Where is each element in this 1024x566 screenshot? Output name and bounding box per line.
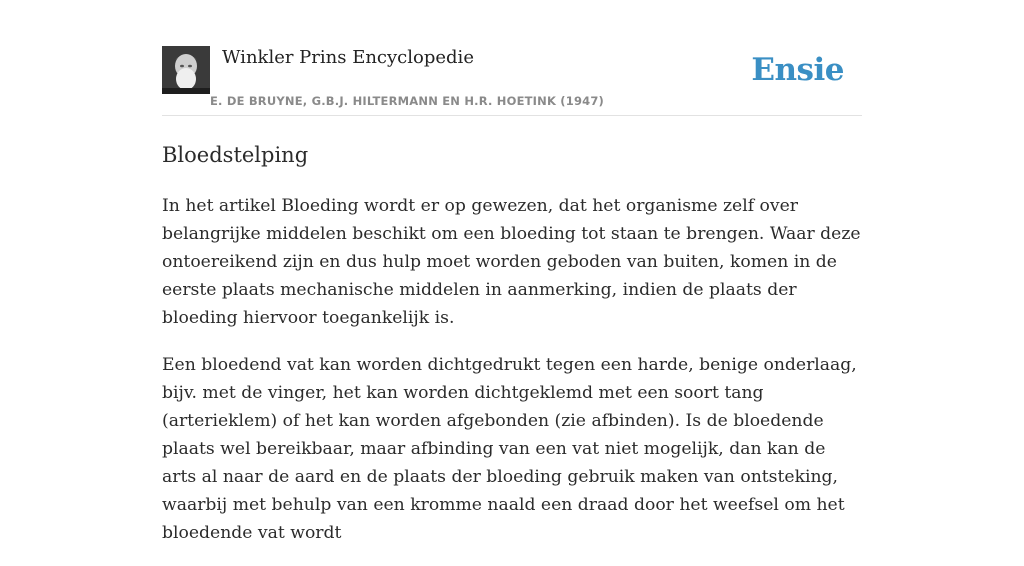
authors-line: E. DE BRUYNE, G.B.J. HILTERMANN EN H.R. HOETINK (1947)	[210, 94, 605, 108]
article-paragraph: In het artikel Bloeding wordt er op gewezen, dat het organisme zelf over belangrijke middelen beschikt om een bloeding tot staan te brengen. Waar deze ontoereikend zijn en dus hulp moet worden geboden van buiten, komen in de eerste plaats mechanische middelen in aanmerking, indien de plaats der bloeding hiervoor toegankelijk is.	[162, 196, 861, 328]
author-portrait-icon	[162, 46, 210, 94]
article-body	[162, 192, 862, 566]
article-paragraph: Een bloedend vat kan worden dichtgedrukt tegen een harde, benige onderlaag, bijv. met de vinger, het kan worden dichtgeklemd met een soort tang (arterieklem) of het kan worden afgebonden (zie afbinden). Is de bloedende plaats wel bereikbaar, maar afbinding van een vat niet mogelijk, dan kan de arts al naar de aard en de plaats der bloeding gebruik maken van ontsteking, waarbij met behulp van een kromme naald een draad door het weefsel om het bloedende vat wordt	[162, 355, 857, 543]
source-header	[162, 46, 862, 116]
ensie-logo[interactable]: Ensie	[751, 52, 844, 88]
source-title[interactable]: Winkler Prins Encyclopedie	[222, 47, 474, 68]
article-title: Bloedstelping	[162, 143, 309, 167]
